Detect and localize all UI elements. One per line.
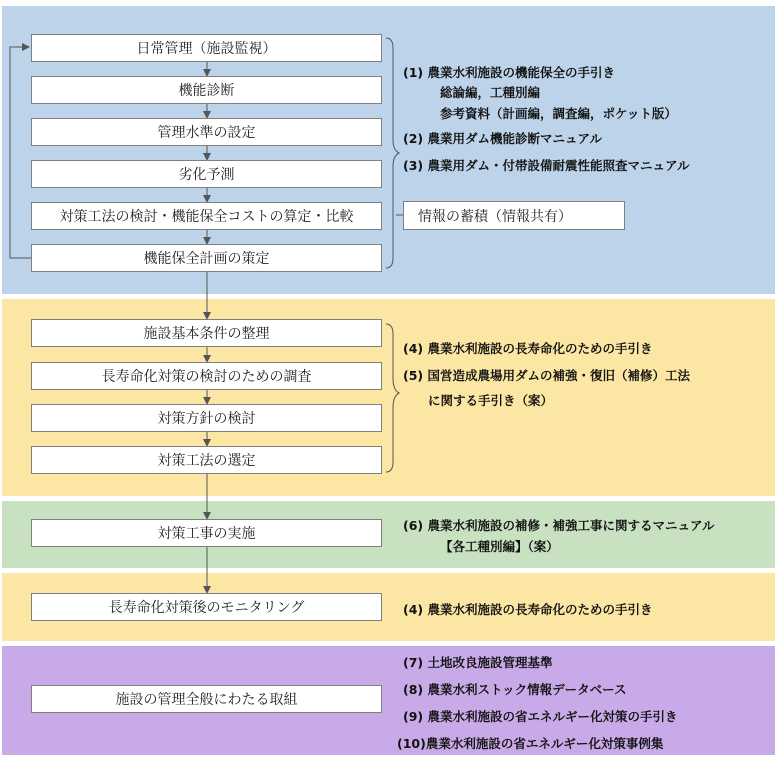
- step-management-level: 管理水準の設定: [31, 118, 382, 146]
- ref-8: (8) 農業水利ストック情報データベース: [403, 682, 627, 697]
- brace-maintenance: [386, 38, 399, 268]
- step-longevity-survey: 長寿命化対策の検討のための調査: [31, 362, 382, 390]
- info-accumulation-box: 情報の蓄積（情報共有）: [403, 201, 625, 230]
- ref-2: (2) 農業用ダム機能診断マニュアル: [403, 131, 602, 146]
- step-function-diagnosis: 機能診断: [31, 76, 382, 104]
- ref-6: (6) 農業水利施設の補修・補強工事に関するマニュアル: [403, 518, 715, 533]
- ref-4: (4) 農業水利施設の長寿命化のための手引き: [403, 341, 653, 356]
- step-construction: 対策工事の実施: [31, 519, 382, 547]
- ref-9: (9) 農業水利施設の省エネルギー化対策の手引き: [403, 709, 678, 724]
- step-method-selection: 対策工法の選定: [31, 446, 382, 474]
- feedback-loop: [10, 47, 31, 258]
- ref-1-sub-b: 参考資料（計画編，調査編，ポケット版）: [440, 106, 677, 121]
- ref-6-cont: 【各工種別編】（案）: [440, 539, 559, 554]
- step-overall-management: 施設の管理全般にわたる取組: [31, 685, 382, 713]
- step-basic-conditions: 施設基本条件の整理: [31, 319, 382, 347]
- ref-1-sub-a: 総論編，工種別編: [440, 85, 541, 100]
- step-maintenance-plan: 機能保全計画の策定: [31, 244, 382, 272]
- ref-5: (5) 国営造成農場用ダムの補強・復旧（補修）工法: [403, 368, 690, 383]
- ref-7: (7) 土地改良施設管理基準: [403, 655, 553, 670]
- step-monitoring: 長寿命化対策後のモニタリング: [31, 593, 382, 621]
- step-policy-review: 対策方針の検討: [31, 404, 382, 432]
- step-deterioration-forecast: 劣化予測: [31, 160, 382, 188]
- ref-5-cont: に関する手引き（案）: [428, 393, 554, 408]
- step-measure-cost-comparison: 対策工法の検討・機能保全コストの算定・比較: [31, 202, 382, 230]
- ref-10: (10)農業水利施設の省エネルギー化対策事例集: [397, 736, 664, 751]
- step-daily-management: 日常管理（施設監視）: [31, 34, 382, 62]
- brace-longevity: [386, 324, 399, 472]
- ref-3: (3) 農業用ダム・付帯設備耐震性能照査マニュアル: [403, 158, 690, 173]
- ref-1: (1) 農業水利施設の機能保全の手引き: [403, 65, 615, 80]
- ref-4-monitoring: (4) 農業水利施設の長寿命化のための手引き: [403, 602, 653, 617]
